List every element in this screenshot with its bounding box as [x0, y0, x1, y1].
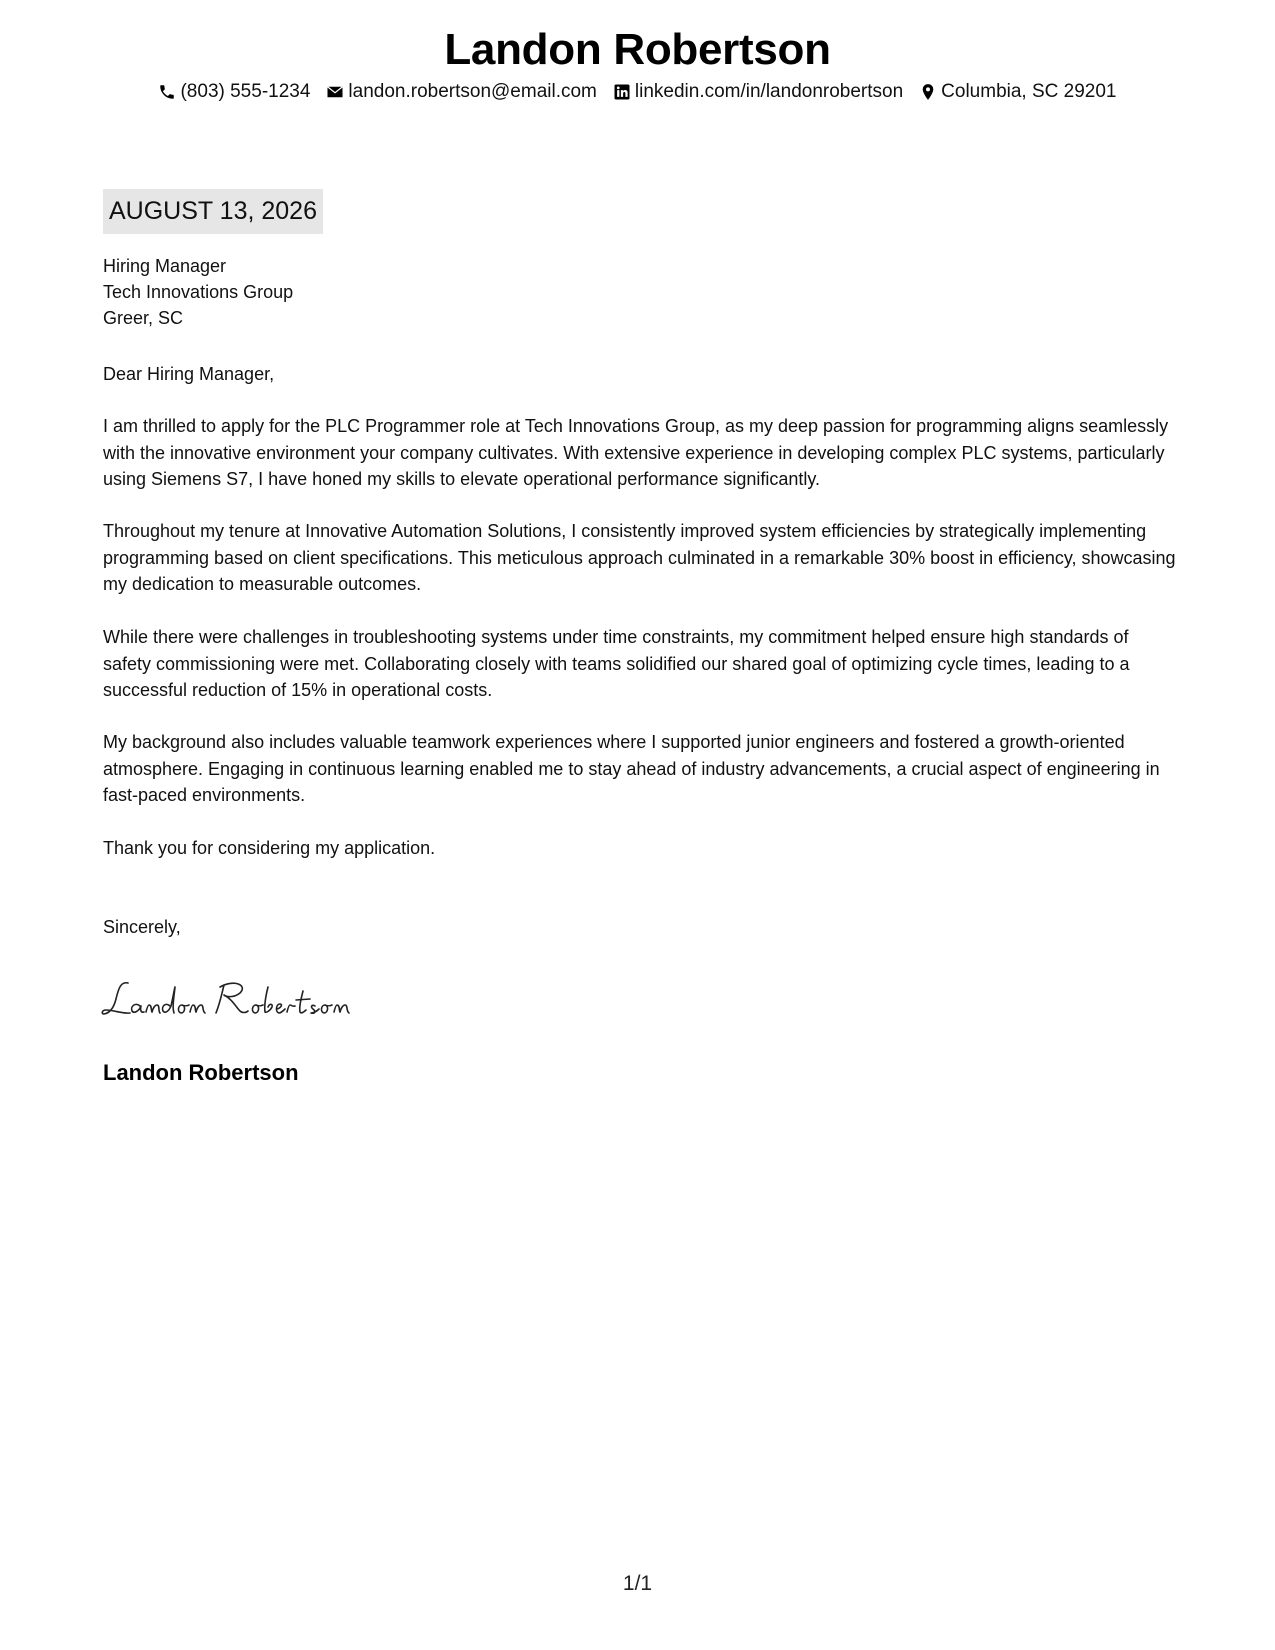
closing-line: Sincerely, [103, 917, 181, 937]
body-paragraph: I am thrilled to apply for the PLC Programmer role at Tech Innovations Group, as my deep passion for programming aligns seamlessly with the innovative environment your company cultivates. With extensive experience in developing complex PLC systems, particularly using Siemens S7, I have honed my skills to elevate operational performance significantly. [103, 416, 1169, 489]
contact-location [919, 78, 1116, 106]
handwritten-signature [100, 973, 400, 1023]
contact-email-text[interactable]: landon.robertson@email.com [348, 81, 597, 102]
contact-linkedin[interactable] [613, 78, 903, 106]
body-paragraph: Throughout my tenure at Innovative Automation Solutions, I consistently improved system efficiencies by strategically implementing programming based on client specifications. This meticulous approach culminated in a remarkable 30% boost in efficiency, showcasing my dedication to measurable outcomes. [103, 521, 1176, 594]
linkedin-icon [613, 83, 631, 101]
page-number: 1/1 [622, 1572, 653, 1595]
letter-date: AUGUST 13, 2026 [103, 189, 323, 234]
thank-you-line: Thank you for considering my application. [103, 838, 436, 858]
recipient-location: Greer, SC [103, 308, 184, 328]
recipient-company: Tech Innovations Group [103, 282, 294, 302]
phone-icon [158, 83, 176, 101]
contact-email[interactable] [326, 78, 596, 106]
body-paragraph: My background also includes valuable teamwork experiences where I supported junior engineers and fostered a growth-oriented atmosphere. Engaging in continuous learning enabled me to stay ahead of industry advancements, a crucial aspect of engineering in fast-paced environments. [103, 732, 1160, 805]
envelope-icon [326, 83, 344, 101]
applicant-name-heading: Landon Robertson [444, 25, 831, 74]
body-paragraph: While there were challenges in troubleshooting systems under time constraints, my commitment helped ensure high standards of safety commissioning were met. Collaborating closely with teams solidified our shared goal of optimizing cycle times, leading to a successful reduction of 15% in operational costs. [103, 627, 1130, 700]
signer-name: Landon Robertson [103, 1060, 299, 1085]
contact-phone-text: (803) 555-1234 [180, 81, 311, 102]
contact-location-text: Columbia, SC 29201 [941, 81, 1117, 102]
recipient-block [103, 253, 1180, 331]
map-pin-icon [919, 83, 937, 101]
salutation: Dear Hiring Manager, [103, 364, 275, 384]
contact-info-row [0, 78, 1275, 106]
contact-linkedin-text[interactable]: linkedin.com/in/landonrobertson [634, 81, 904, 102]
recipient-title: Hiring Manager [103, 256, 227, 276]
contact-phone [158, 78, 310, 106]
